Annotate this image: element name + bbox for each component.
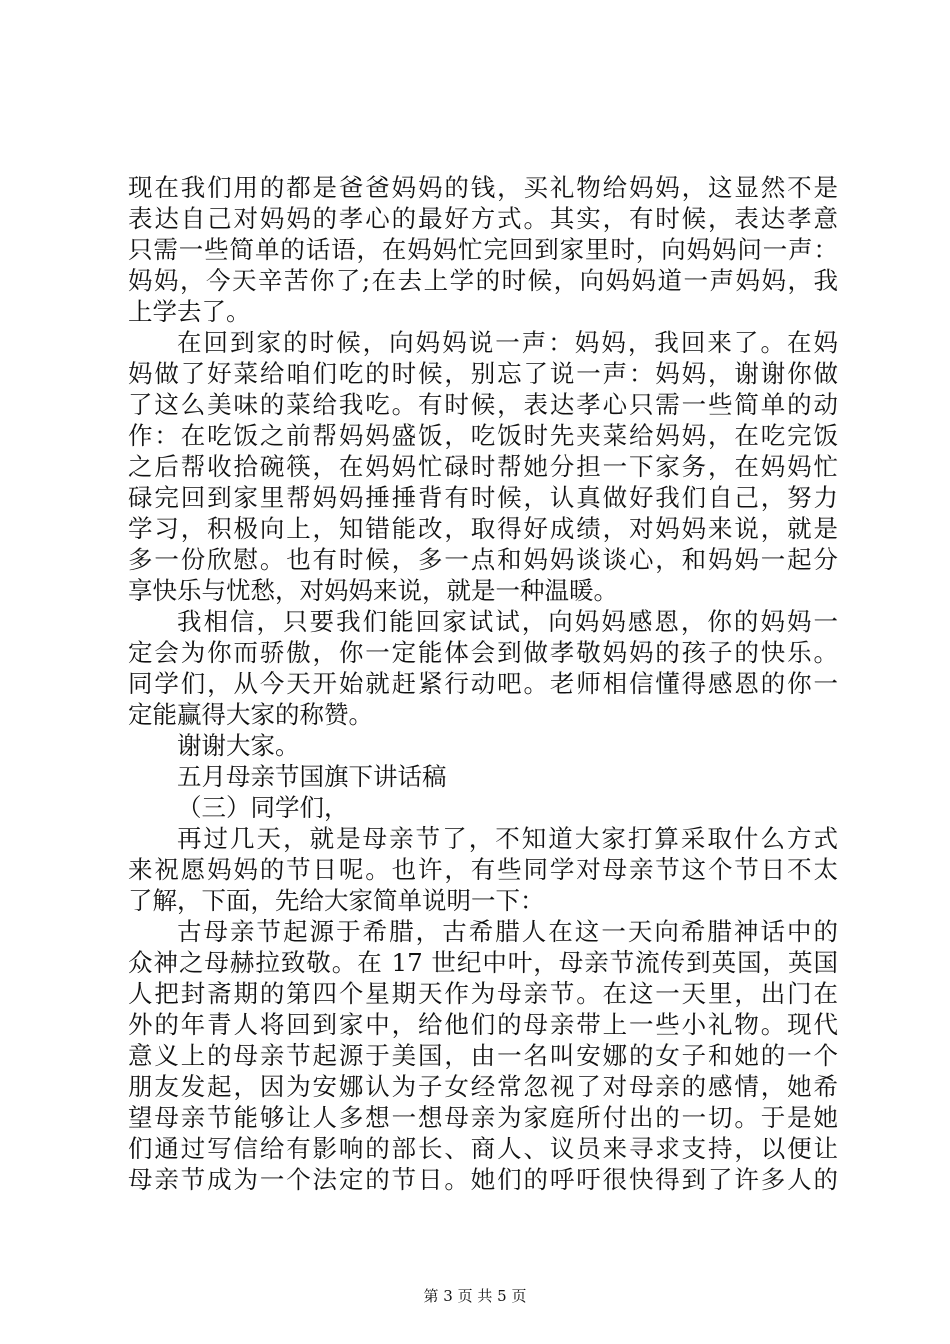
text-line: 定能赢得大家的称赞。 bbox=[128, 700, 373, 729]
text-line: 外的年青人将回到家中，给他们的母亲带上一些小礼物。现代 bbox=[128, 1010, 838, 1039]
text-line: 学习，积极向上，知错能改，取得好成绩，对妈妈来说，就是 bbox=[128, 514, 838, 543]
text-line: 来祝愿妈妈的节日呢。也许，有些同学对母亲节这个节日不太 bbox=[128, 855, 838, 884]
text-line: 定会为你而骄傲，你一定能体会到做孝敬妈妈的孩子的快乐。 bbox=[128, 638, 838, 667]
text-line: 人把封斋期的第四个星期天作为母亲节。在这一天里，出门在 bbox=[128, 979, 838, 1008]
text-line: 母亲节成为一个法定的节日。她们的呼吁很快得到了许多人的 bbox=[128, 1165, 838, 1194]
text-line: 享快乐与忧愁，对妈妈来说，就是一种温暖。 bbox=[128, 576, 618, 605]
text-line: 妈妈，今天辛苦你了;在去上学的时候，向妈妈道一声妈妈，我 bbox=[128, 266, 838, 295]
text-line: 妈做了好菜给咱们吃的时候，别忘了说一声：妈妈，谢谢你做 bbox=[128, 359, 838, 388]
text-line: 我相信，只要我们能回家试试，向妈妈感恩，你的妈妈一 bbox=[177, 607, 838, 636]
text-line: 之后帮收拾碗筷，在妈妈忙碌时帮她分担一下家务，在妈妈忙 bbox=[128, 452, 838, 481]
text-line: 古母亲节起源于希腊，古希腊人在这一天向希腊神话中的 bbox=[177, 917, 838, 946]
text-line: 谢谢大家。 bbox=[177, 731, 300, 760]
text-line: 了解，下面，先给大家简单说明一下： bbox=[128, 886, 545, 915]
text-line: 再过几天，就是母亲节了，不知道大家打算采取什么方式 bbox=[177, 824, 838, 853]
text-line: 意义上的母亲节起源于美国，由一名叫安娜的女子和她的一个 bbox=[128, 1041, 838, 1070]
text-line: 只需一些简单的话语，在妈妈忙完回到家里时，向妈妈问一声： bbox=[128, 235, 838, 264]
body-text bbox=[128, 172, 838, 1195]
text-line: 表达自己对妈妈的孝心的最好方式。其实，有时候，表达孝意 bbox=[128, 204, 838, 233]
page-footer: 第 3 页 共 5 页 bbox=[423, 1287, 527, 1305]
text-line: 众神之母赫拉致敬。在 17 世纪中叶，母亲节流传到英国，英国 bbox=[128, 948, 838, 977]
text-line: 在回到家的时候，向妈妈说一声：妈妈，我回来了。在妈 bbox=[177, 328, 838, 357]
text-line: 望母亲节能够让人多想一想母亲为家庭所付出的一切。于是她 bbox=[128, 1103, 838, 1132]
text-line: 五月母亲节国旗下讲话稿 bbox=[177, 762, 447, 791]
text-line: 多一份欣慰。也有时候，多一点和妈妈谈谈心，和妈妈一起分 bbox=[128, 545, 838, 574]
text-line: 朋友发起，因为安娜认为子女经常忽视了对母亲的感情，她希 bbox=[128, 1072, 838, 1101]
text-line: （三）同学们， bbox=[177, 793, 349, 822]
text-line: 作：在吃饭之前帮妈妈盛饭，吃饭时先夹菜给妈妈，在吃完饭 bbox=[128, 421, 838, 450]
text-line: 现在我们用的都是爸爸妈妈的钱，买礼物给妈妈，这显然不是 bbox=[128, 173, 838, 202]
text-line: 们通过写信给有影响的部长、商人、议员来寻求支持，以便让 bbox=[128, 1134, 838, 1163]
text-line: 同学们，从今天开始就赶紧行动吧。老师相信懂得感恩的你一 bbox=[128, 669, 838, 698]
text-line: 了这么美味的菜给我吃。有时候，表达孝心只需一些简单的动 bbox=[128, 390, 838, 419]
text-line: 碌完回到家里帮妈妈捶捶背有时候，认真做好我们自己，努力 bbox=[128, 483, 838, 512]
text-line: 上学去了。 bbox=[128, 297, 251, 326]
